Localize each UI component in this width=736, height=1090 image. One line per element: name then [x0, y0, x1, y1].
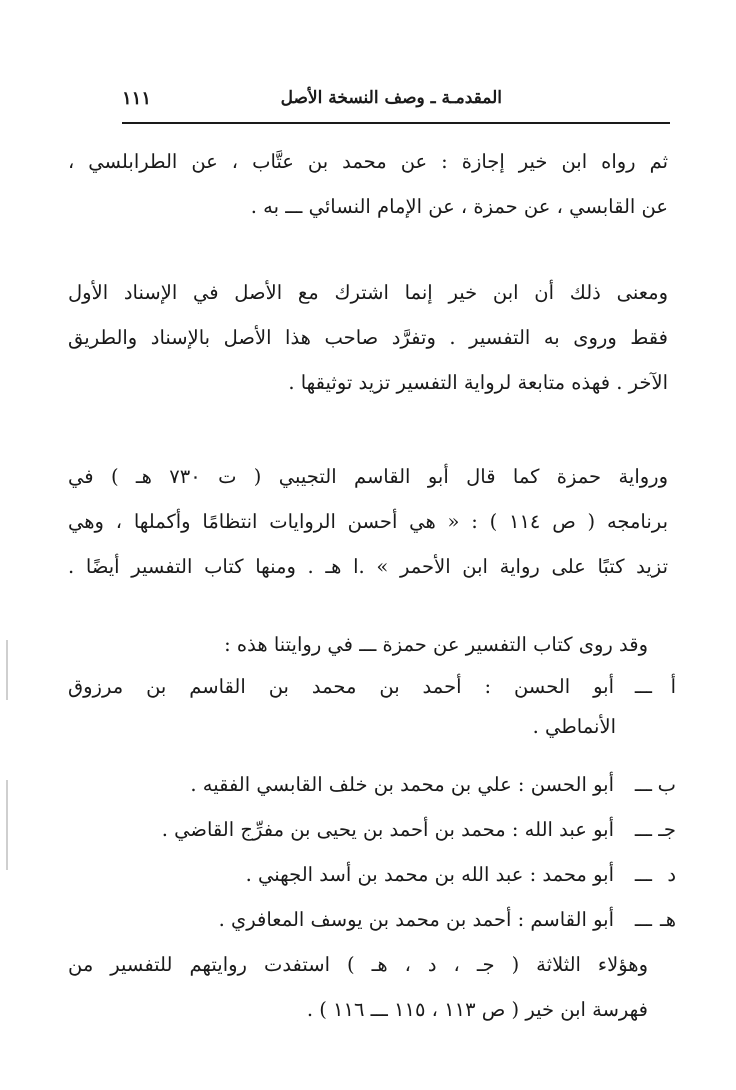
list-item-text: أبو الحسن : أحمد بن محمد بن القاسم بن مرزوق: [68, 675, 614, 698]
list-item-a: [56, 672, 676, 702]
paragraph-3-line-1: ورواية حمزة كما قال أبو القاسم التجيبي ( ت ٧٣٠ هـ ) في: [68, 465, 668, 488]
list-item-letter: جـ: [658, 818, 676, 841]
list-item-text: أبو محمد : عبد الله بن محمد بن أسد الجهني .: [245, 863, 614, 886]
paragraph-4-intro: وقد روى كتاب التفسير عن حمزة ـــ في روايتنا هذه :: [224, 633, 648, 656]
paragraph-3-line-2: برنامجه ( ص ١١٤ ) : « هي أحسن الروايات انتظامًا وأكملها ، وهي: [68, 510, 668, 533]
paragraph-5-line-1: وهؤلاء الثلاثة ( جـ ، د ، هـ ) استفدت روايتهم للتفسير من: [68, 953, 648, 976]
list-item-a-continuation: الأنماطي .: [532, 715, 616, 738]
paragraph-2-line-1: ومعنى ذلك أن ابن خير إنما اشترك مع الأصل في الإسناد الأول: [68, 281, 668, 304]
list-item-text: أبو عبد الله : محمد بن أحمد بن يحيى بن مفرِّج القاضي .: [161, 818, 614, 841]
list-item-letter: د: [667, 863, 676, 886]
paragraph-2-line-2: فقط وروى به التفسير . وتفرَّد صاحب هذا الأصل بالإسناد والطريق: [68, 326, 668, 349]
list-item-text: أبو الحسن : علي بن محمد بن خلف القابسي الفقيه .: [190, 773, 614, 796]
list-item-letter: هـ: [660, 908, 676, 931]
scan-edge-mark: [6, 640, 8, 700]
running-title: المقدمـة ـ وصف النسخة الأصل: [280, 88, 502, 108]
paragraph-2-line-3: الآخر . فهذه متابعة لرواية التفسير تزيد توثيقها .: [288, 371, 668, 394]
list-item-dash: ـــ: [634, 908, 652, 931]
page-number: ١١١: [122, 88, 152, 109]
list-item-dash: ـــ: [634, 773, 652, 796]
paragraph-3-line-3: تزيد كتبًا على رواية ابن الأحمر » .ا هـ . ومنها كتاب التفسير أيضًا .: [68, 555, 668, 578]
list-item-b: [56, 770, 676, 800]
scan-edge-mark: [6, 780, 8, 870]
list-item-d: [56, 860, 676, 890]
list-item-h: [56, 905, 676, 935]
list-item-dash: ـــ: [634, 863, 652, 886]
list-item-letter: ب: [657, 773, 676, 796]
paragraph-1-line-1: ثم رواه ابن خير إجازة : عن محمد بن عتَّاب ، عن الطرابلسي ،: [68, 150, 668, 173]
page-header: [122, 82, 670, 124]
paragraph-5-line-2: فهرسة ابن خير ( ص ١١٣ ، ١١٥ ـــ ١١٦ ) .: [306, 998, 648, 1021]
list-item-letter: أ: [670, 675, 676, 698]
paragraph-1-line-2: عن القابسي ، عن حمزة ، عن الإمام النسائي ـــ به .: [250, 195, 668, 218]
list-item-dash: ـــ: [634, 675, 652, 698]
list-item-dash: ـــ: [634, 818, 652, 841]
list-item-text: أبو القاسم : أحمد بن محمد بن يوسف المعافري .: [218, 908, 614, 931]
list-item-j: [56, 815, 676, 845]
